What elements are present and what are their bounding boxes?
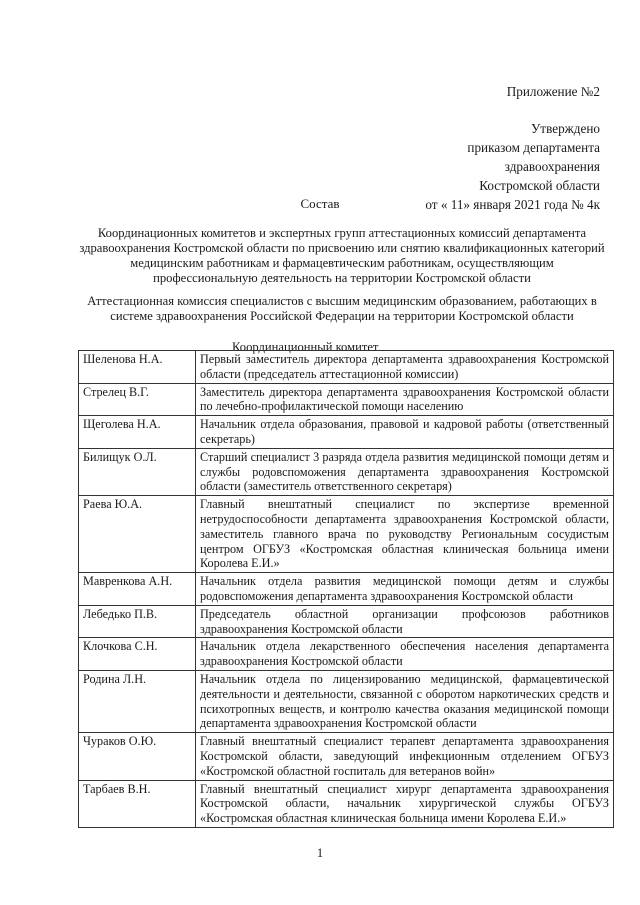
member-role: Начальник отдела лекарственного обеспечения населения департамента здравоохранения Костромской области [196, 638, 614, 671]
member-name: Чураков О.Ю. [79, 733, 196, 780]
table-row [79, 351, 614, 384]
document-title: Состав [300, 196, 340, 211]
member-role: Главный внештатный специалист терапевт департамента здравоохранения Костромской области, заведующий инфекционным отделением ОГБУЗ «Костромской областной госпиталь для ветеранов войн» [196, 733, 614, 780]
approval-line: от « 11» января 2021 года № 4к [425, 197, 600, 212]
member-role: Первый заместитель директора департамента здравоохранения Костромской области (председатель аттестационной комиссии) [196, 351, 614, 384]
table-row [79, 780, 614, 827]
member-role: Старший специалист 3 разряда отдела развития медицинской помощи детям и службы родовспоможения департамента здравоохранения Костромской области (заместитель ответственного секретаря) [196, 448, 614, 495]
table-row [79, 496, 614, 573]
table-row [79, 383, 614, 416]
member-name: Лебедько П.В. [79, 605, 196, 638]
approval-line: приказом департамента [467, 140, 600, 155]
table-row [79, 670, 614, 732]
member-name: Родина Л.Н. [79, 670, 196, 732]
member-role: Главный внештатный специалист по экспертизе временной нетрудоспособности департамента здравоохранения Костромской области, заместитель главного врача по руководству Региональным сосудистым центром ОГБУЗ «Костромская областная клиническая больница имени Королева Е.И.» [196, 496, 614, 573]
member-name: Тарбаев В.Н. [79, 780, 196, 827]
member-role: Главный внештатный специалист хирург департамента здравоохранения Костромской области, начальник хирургической службы ОГБУЗ «Костромская областная клиническая больница имени Королева Е.И.» [196, 780, 614, 827]
approval-line: Утверждено [530, 121, 600, 136]
table-row [79, 448, 614, 495]
member-name: Мавренкова А.Н. [79, 573, 196, 606]
table-row [79, 605, 614, 638]
member-name: Клочкова С.Н. [79, 638, 196, 671]
member-name: Стрелец В.Г. [79, 383, 196, 416]
table-row [79, 733, 614, 780]
member-name: Раева Ю.А. [79, 496, 196, 573]
member-name: Шеленова Н.А. [79, 351, 196, 384]
member-role: Начальник отдела по лицензированию медицинской, фармацевтической деятельности и деятельности, связанной с оборотом наркотических средств и психотропных веществ, и контролю качества оказания медицинской помощи департамента здравоохранения Костромской области [196, 670, 614, 732]
member-role: Начальник отдела образования, правовой и кадровой работы (ответственный секретарь) [196, 416, 614, 449]
member-name: Билищук О.Л. [79, 448, 196, 495]
approval-block [425, 82, 600, 214]
approval-line: Костромской области [479, 178, 600, 193]
page-number: 1 [316, 846, 324, 860]
table-row [79, 638, 614, 671]
member-role: Заместитель директора департамента здравоохранения Костромской области по лечебно-профилактической помощи населению [196, 383, 614, 416]
document-subtitle: Координационных комитетов и экспертных групп аттестационных комиссий департамента здравоохранения Костромской области по присвоению или снятию квалификационных категорий медицинским работникам и фармацевтическим работникам, осуществляющим профессиональную деятельность на территории Костромской области [79, 226, 605, 285]
member-role: Начальник отдела развития медицинской помощи детям и службы родовспоможения департамента здравоохранения Костромской области [196, 573, 614, 606]
member-role: Председатель областной организации профсоюзов работников здравоохранения Костромской области [196, 605, 614, 638]
table-row [79, 573, 614, 606]
members-table [78, 350, 614, 828]
table-row [79, 416, 614, 449]
table-caption: Координационный комитет [232, 340, 379, 354]
commission-heading: Аттестационная комиссия специалистов с высшим медицинским образованием, работающих в системе здравоохранения Российской Федерации на территории Костромской области [87, 294, 597, 323]
member-name: Щеголева Н.А. [79, 416, 196, 449]
approval-line: здравоохранения [504, 159, 600, 174]
appendix-label: Приложение №2 [506, 84, 600, 99]
